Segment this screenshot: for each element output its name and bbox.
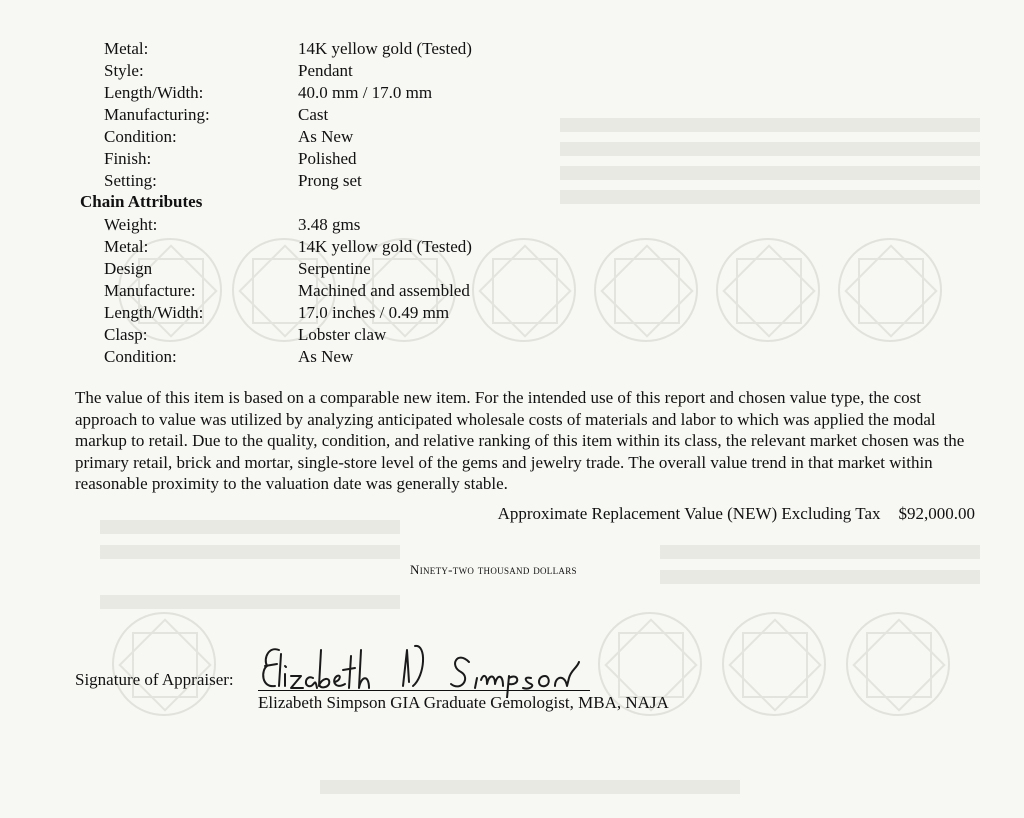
ghost-text-line: [560, 118, 980, 132]
attribute-value: Serpentine: [298, 259, 371, 278]
ghost-diamond: [838, 238, 942, 342]
attribute-value: Machined and assembled: [298, 281, 470, 300]
ghost-diamond: [722, 612, 826, 716]
attribute-label: Condition:: [104, 127, 177, 146]
ghost-text-line: [100, 545, 400, 559]
ghost-diamond: [846, 612, 950, 716]
signature-label: Signature of Appraiser:: [75, 670, 234, 689]
ghost-text-line: [560, 142, 980, 156]
attribute-value: Prong set: [298, 171, 362, 190]
attribute-label: Setting:: [104, 171, 157, 190]
ghost-text-line: [660, 570, 980, 584]
attribute-label: Manufacture:: [104, 281, 196, 300]
handwritten-signature: [255, 636, 595, 698]
attribute-value: As New: [298, 347, 354, 366]
attribute-value: Lobster claw: [298, 325, 387, 344]
attribute-label: Weight:: [104, 215, 158, 234]
ghost-text-line: [560, 166, 980, 180]
valuation-paragraph: The value of this item is based on a comparable new item. For the intended use of this report and chosen value type, the cost approach to value was utilized by analyzing anticipated wholesale costs of materials and labor to which was applied the modal markup to retail. Due to the quality, condition, and relative ranking of this item within its class, the relevant market chosen was the primary retail, brick and mortar, single-store level of the gems and jewelry trade. The overall value trend in that market within reasonable proximity to the valuation date was generally stable.: [75, 388, 965, 493]
attribute-label: Design: [104, 259, 153, 278]
chain-attributes-heading: Chain Attributes: [80, 192, 203, 211]
ghost-text-line: [100, 520, 400, 534]
attribute-value: 40.0 mm / 17.0 mm: [298, 83, 433, 102]
attribute-label: Style:: [104, 61, 144, 80]
ghost-text-line: [320, 780, 740, 794]
attribute-label: Manufacturing:: [104, 105, 210, 124]
attribute-label: Metal:: [104, 237, 149, 256]
replacement-value-amount: $92,000.00: [898, 504, 975, 523]
attribute-value: 14K yellow gold (Tested): [298, 39, 472, 58]
ghost-text-line: [100, 595, 400, 609]
attribute-value: As New: [298, 127, 354, 146]
attribute-value: 3.48 gms: [298, 215, 361, 234]
ghost-diamond: [112, 612, 216, 716]
attribute-label: Length/Width:: [104, 303, 204, 322]
ghost-diamond: [594, 238, 698, 342]
attribute-value: Polished: [298, 149, 357, 168]
replacement-value-line: [498, 504, 975, 524]
ghost-text-line: [660, 545, 980, 559]
attribute-value: Pendant: [298, 61, 353, 80]
attribute-label: Condition:: [104, 347, 177, 366]
ghost-diamond: [716, 238, 820, 342]
signature-line: [258, 690, 590, 691]
attribute-label: Finish:: [104, 149, 152, 168]
attribute-label: Clasp:: [104, 325, 148, 344]
ghost-diamond: [472, 238, 576, 342]
attribute-value: 14K yellow gold (Tested): [298, 237, 472, 256]
ghost-text-line: [560, 190, 980, 204]
amount-in-words: Ninety-two thousand dollars: [410, 562, 577, 577]
attribute-value: 17.0 inches / 0.49 mm: [298, 303, 450, 322]
attribute-value: Cast: [298, 105, 329, 124]
replacement-value-label: Approximate Replacement Value (NEW) Excluding Tax: [497, 504, 881, 523]
attribute-label: Metal:: [104, 39, 149, 58]
appraiser-name: Elizabeth Simpson GIA Graduate Gemologist, MBA, NAJA: [258, 693, 669, 712]
attribute-label: Length/Width:: [104, 83, 204, 102]
